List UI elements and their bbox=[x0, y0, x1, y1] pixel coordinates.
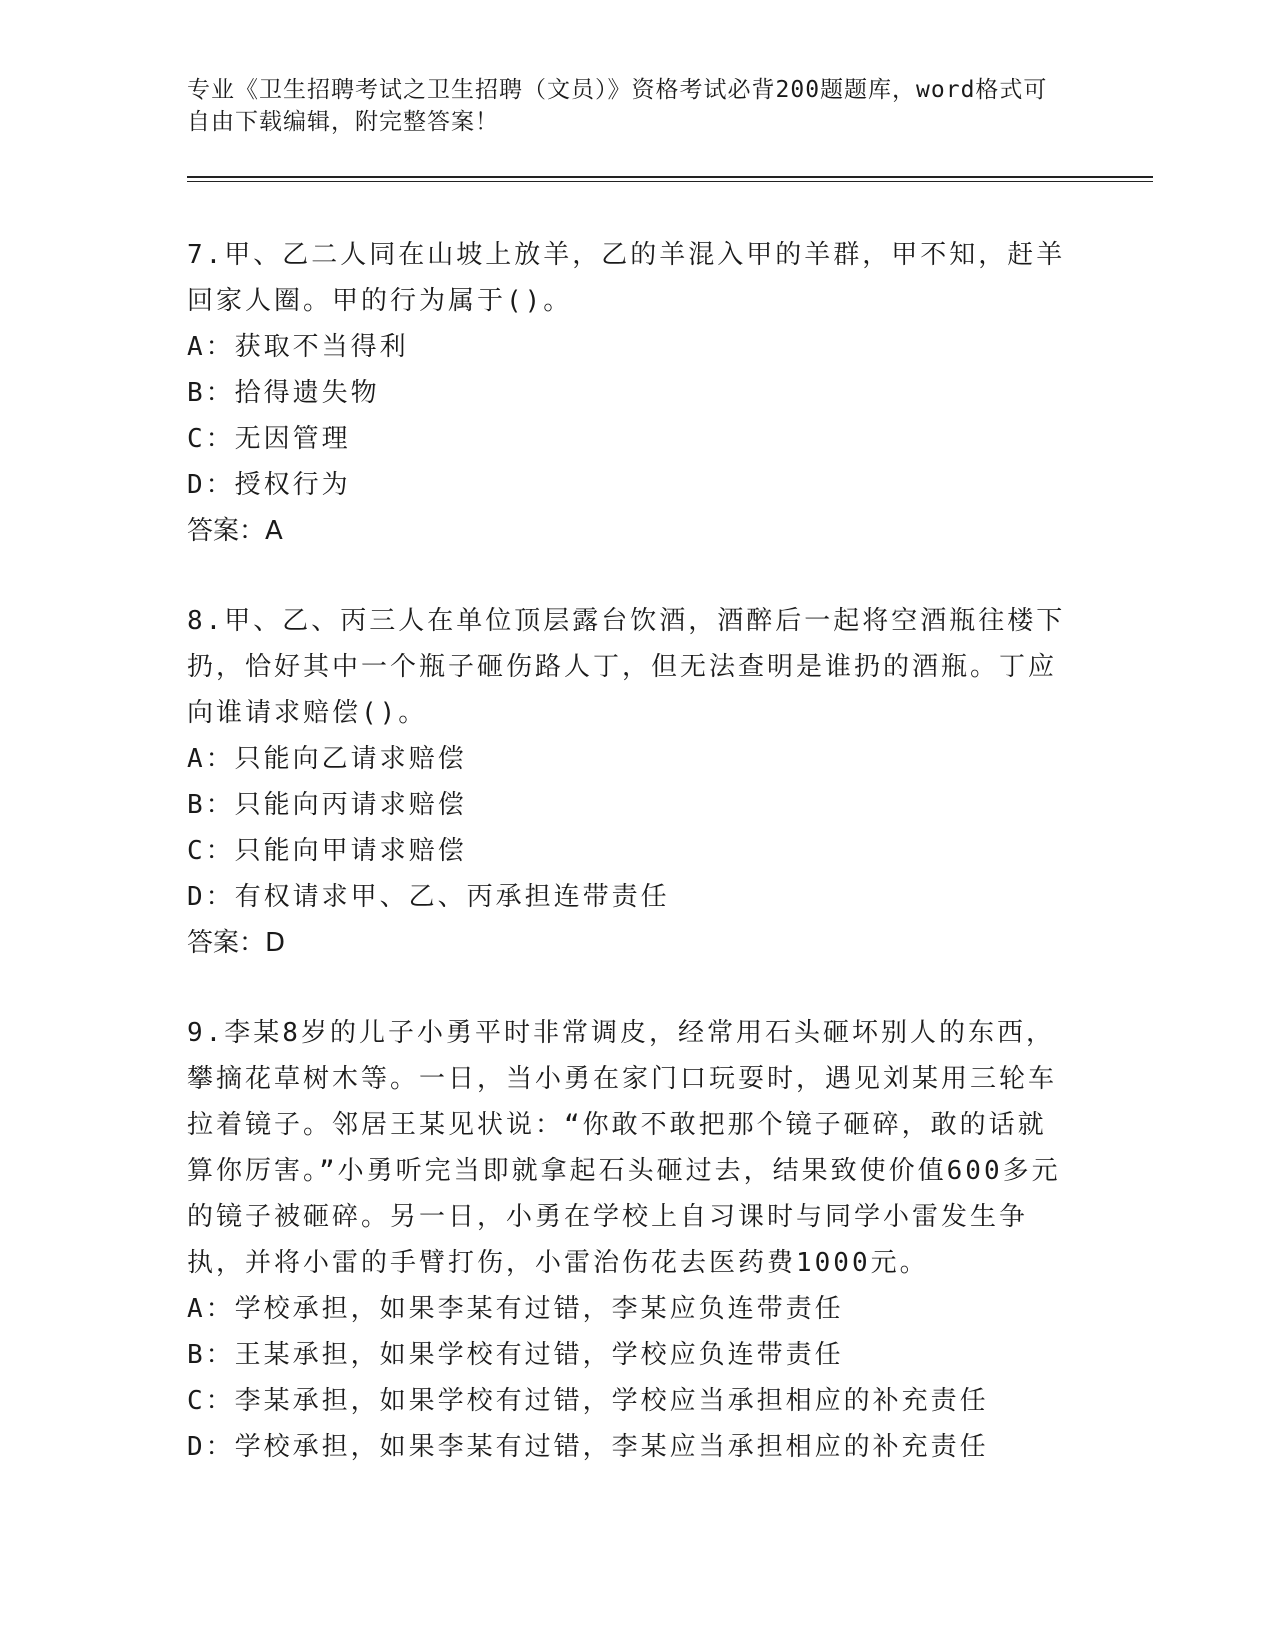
question-8 bbox=[187, 598, 1067, 966]
option-a: A：只能向乙请求赔偿 bbox=[187, 744, 467, 774]
option-b: B：拾得遗失物 bbox=[187, 378, 380, 408]
answer: 答案：A bbox=[187, 516, 283, 546]
document-header: 专业《卫生招聘考试之卫生招聘（文员）》资格考试必背200题题库，word格式可自由下载编辑，附完整答案！ bbox=[187, 77, 1048, 135]
question-stem: 9.李某8岁的儿子小勇平时非常调皮，经常用石头砸坏别人的东西，攀摘花草树木等。一日，当小勇在家门口玩耍时，遇见刘某用三轮车拉着镜子。邻居王某见状说：“你敢不敢把那个镜子砸碎，敢的话就算你厉害。”小勇听完当即就拿起石头砸过去，结果致使价值600多元的镜子被砸碎。另一日，小勇在学校上自习课时与同学小雷发生争执，并将小雷的手臂打伤，小雷治伤花去医药费1000元。 bbox=[187, 1018, 1061, 1278]
header-divider-thin bbox=[187, 181, 1153, 182]
question-list bbox=[187, 232, 1067, 1514]
option-c: C：无因管理 bbox=[187, 424, 351, 454]
option-b: B：王某承担，如果学校有过错，学校应负连带责任 bbox=[187, 1340, 844, 1370]
option-d: D：授权行为 bbox=[187, 470, 351, 500]
option-c: C：李某承担，如果学校有过错，学校应当承担相应的补充责任 bbox=[187, 1386, 989, 1416]
question-7 bbox=[187, 232, 1067, 554]
answer: 答案：D bbox=[187, 928, 286, 958]
option-a: A：学校承担，如果李某有过错，李某应负连带责任 bbox=[187, 1294, 844, 1324]
question-stem: 7.甲、乙二人同在山坡上放羊，乙的羊混入甲的羊群，甲不知，赶羊回家人圈。甲的行为属于()。 bbox=[187, 240, 1066, 316]
option-c: C：只能向甲请求赔偿 bbox=[187, 836, 467, 866]
question-9 bbox=[187, 1010, 1067, 1470]
header-divider-thick bbox=[187, 176, 1153, 178]
option-d: D：学校承担，如果李某有过错，李某应当承担相应的补充责任 bbox=[187, 1432, 989, 1462]
option-d: D：有权请求甲、乙、丙承担连带责任 bbox=[187, 882, 670, 912]
question-stem: 8.甲、乙、丙三人在单位顶层露台饮酒，酒醉后一起将空酒瓶往楼下扔，恰好其中一个瓶子砸伤路人丁，但无法查明是谁扔的酒瓶。丁应向谁请求赔偿()。 bbox=[187, 606, 1066, 728]
option-a: A：获取不当得利 bbox=[187, 332, 409, 362]
option-b: B：只能向丙请求赔偿 bbox=[187, 790, 467, 820]
